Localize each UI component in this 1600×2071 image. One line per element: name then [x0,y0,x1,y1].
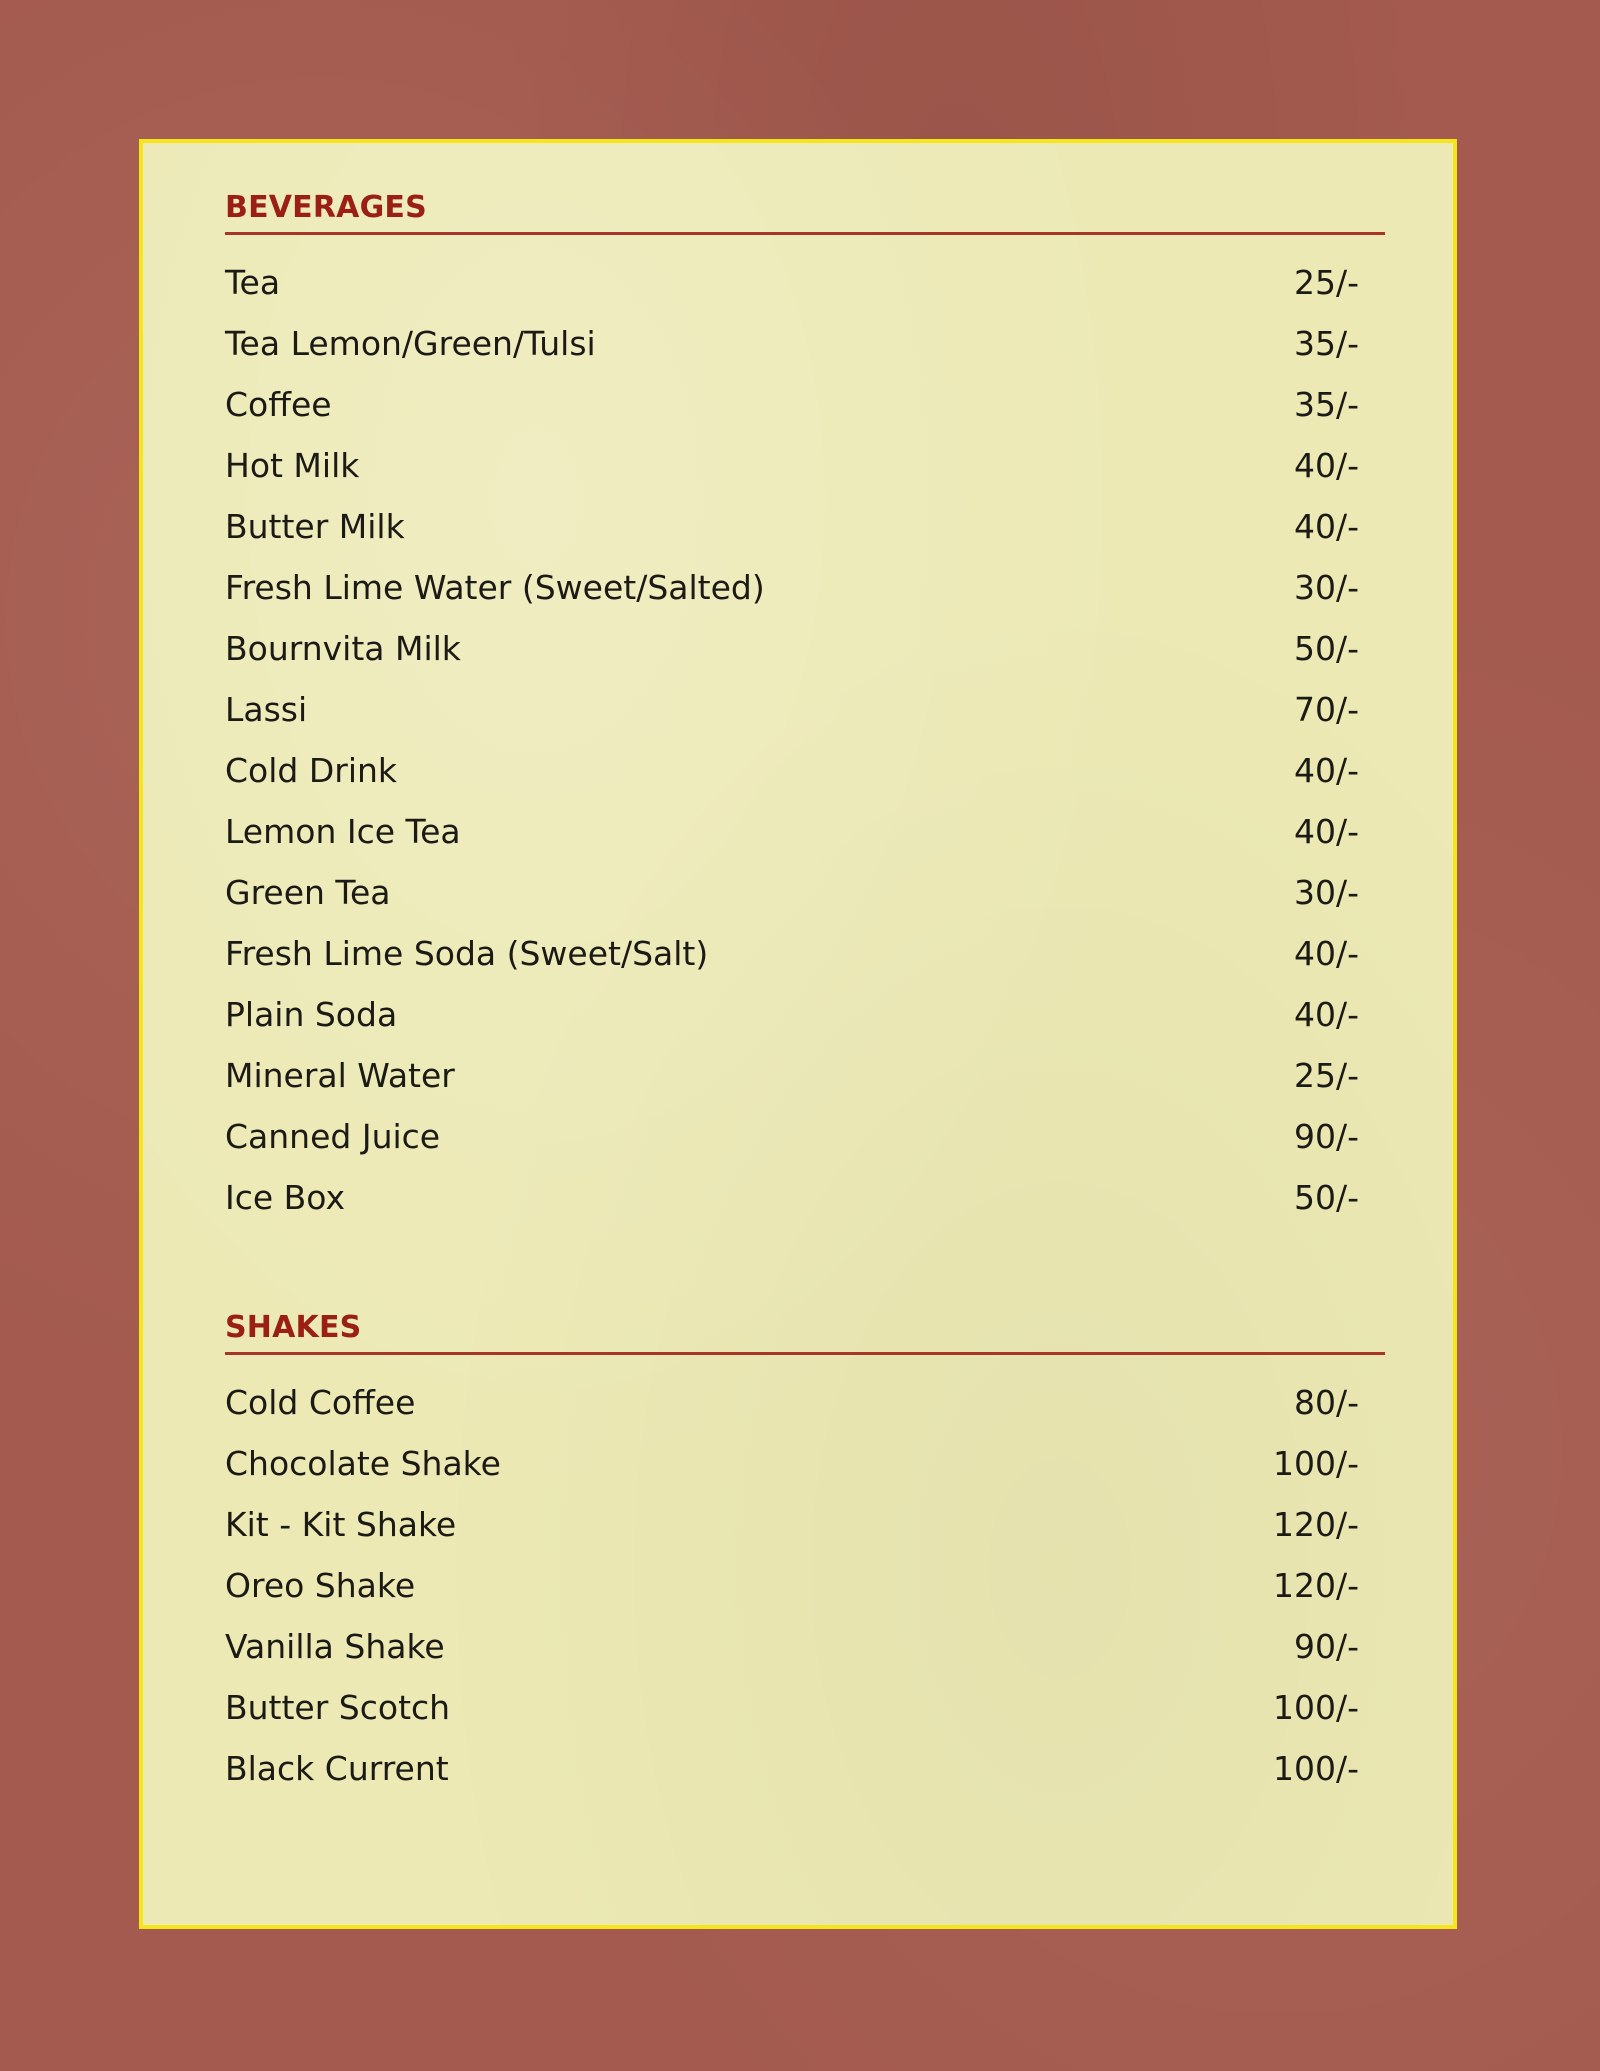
item-price: 40/- [1293,507,1359,546]
item-name: Coffee [225,385,332,424]
item-price: 50/- [1293,1178,1359,1217]
menu-item [225,740,1385,801]
menu-item [225,435,1385,496]
item-price: 90/- [1293,1627,1359,1666]
item-price: 40/- [1293,446,1359,485]
shakes-section [225,1307,1385,1799]
item-price: 50/- [1293,629,1359,668]
menu-item [225,923,1385,984]
menu-item [225,1167,1385,1228]
item-name: Butter Milk [225,507,405,546]
item-price: 40/- [1293,812,1359,851]
item-price: 100/- [1272,1688,1359,1727]
item-price: 30/- [1293,873,1359,912]
item-name: Cold Coffee [225,1383,416,1422]
item-name: Fresh Lime Water (Sweet/Salted) [225,568,765,607]
menu-item [225,618,1385,679]
menu-item [225,1677,1385,1738]
shakes-title: SHAKES [225,1310,362,1345]
item-price: 90/- [1293,1117,1359,1156]
item-name: Lemon Ice Tea [225,812,461,851]
item-name: Fresh Lime Soda (Sweet/Salt) [225,934,709,973]
menu-item [225,313,1385,374]
item-price: 80/- [1293,1383,1359,1422]
menu-item [225,1106,1385,1167]
menu-item [225,862,1385,923]
menu-item [225,984,1385,1045]
item-name: Bournvita Milk [225,629,461,668]
item-name: Chocolate Shake [225,1444,501,1483]
item-name: Canned Juice [225,1117,441,1156]
item-price: 120/- [1272,1566,1359,1605]
beverages-divider [225,232,1385,235]
item-price: 40/- [1293,751,1359,790]
item-price: 100/- [1272,1749,1359,1788]
menu-item [225,252,1385,313]
item-name: Plain Soda [225,995,398,1034]
item-name: Oreo Shake [225,1566,416,1605]
item-name: Kit - Kit Shake [225,1505,457,1544]
item-name: Tea [225,263,281,302]
item-name: Mineral Water [225,1056,455,1095]
item-name: Black Current [225,1749,449,1788]
item-price: 40/- [1293,934,1359,973]
menu-item [225,557,1385,618]
item-name: Ice Box [225,1178,346,1217]
item-price: 25/- [1293,1056,1359,1095]
menu-item [225,801,1385,862]
item-name: Hot Milk [225,446,360,485]
item-price: 70/- [1293,690,1359,729]
menu-item [225,1494,1385,1555]
menu-item [225,1616,1385,1677]
item-name: Tea Lemon/Green/Tulsi [225,324,596,363]
item-name: Lassi [225,690,308,729]
beverages-section [225,187,1385,1228]
menu-item [225,1045,1385,1106]
menu-item [225,496,1385,557]
menu-item [225,1738,1385,1799]
menu-card [139,139,1457,1929]
item-price: 30/- [1293,568,1359,607]
menu-item [225,1433,1385,1494]
item-name: Butter Scotch [225,1688,451,1727]
menu-item [225,1555,1385,1616]
item-name: Cold Drink [225,751,398,790]
beverages-list [225,252,1385,1228]
item-price: 40/- [1293,995,1359,1034]
shakes-divider [225,1352,1385,1355]
item-price: 35/- [1293,324,1359,363]
menu-item [225,679,1385,740]
shakes-list [225,1372,1385,1799]
item-name: Vanilla Shake [225,1627,445,1666]
menu-item [225,1372,1385,1433]
item-price: 100/- [1272,1444,1359,1483]
item-price: 25/- [1293,263,1359,302]
menu-item [225,374,1385,435]
item-name: Green Tea [225,873,391,912]
item-price: 35/- [1293,385,1359,424]
item-price: 120/- [1272,1505,1359,1544]
beverages-title: BEVERAGES [225,190,427,225]
